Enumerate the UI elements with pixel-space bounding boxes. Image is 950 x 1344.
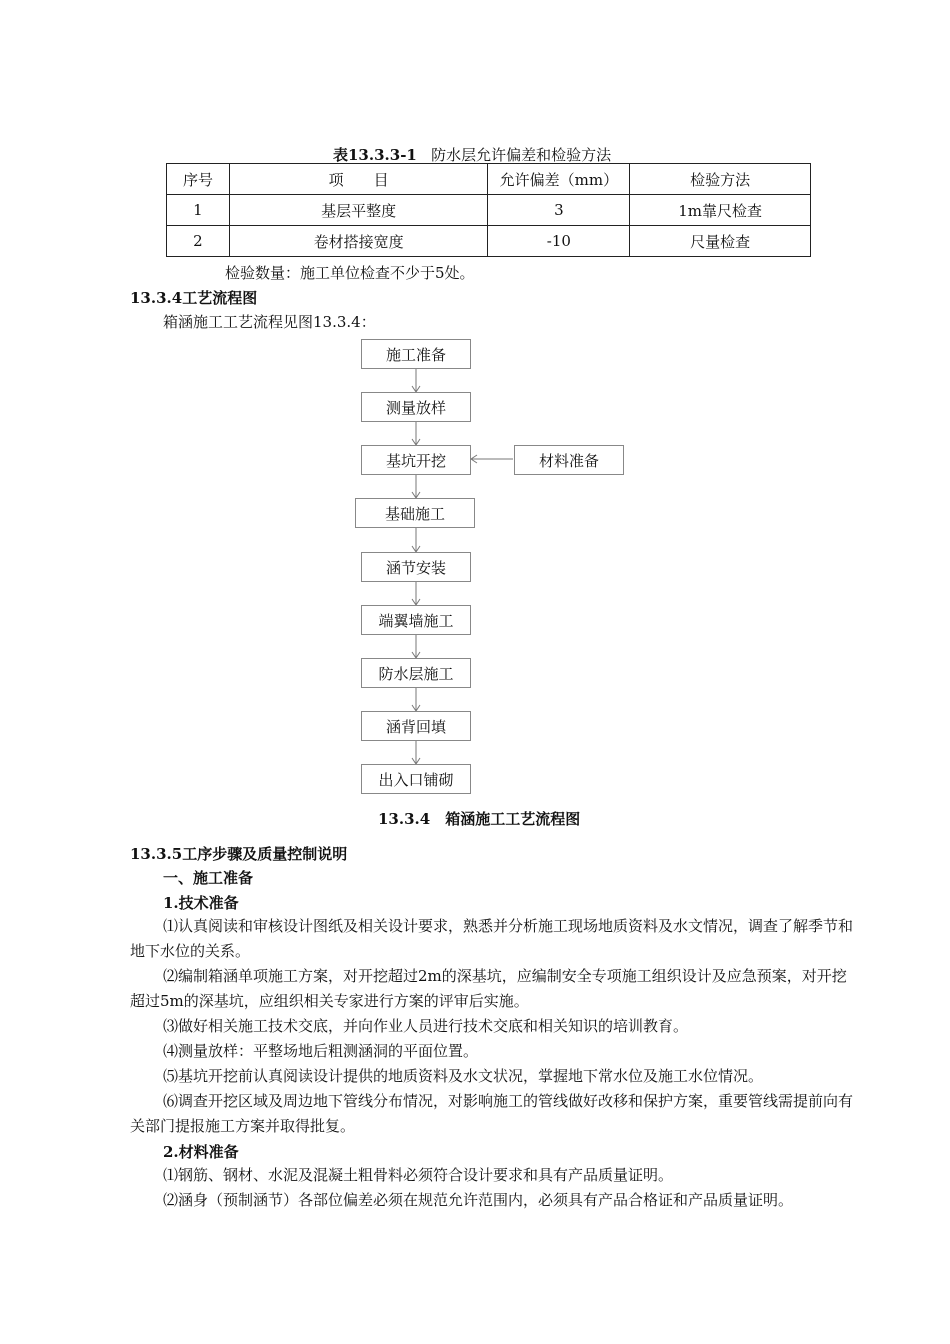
paragraph: ⑶做好相关施工技术交底，并向作业人员进行技术交底和相关知识的培训教育。 [163,1017,689,1035]
table-cell: -10 [488,226,630,257]
flow-intro: 箱涵施工工艺流程见图13.3.4： [163,313,376,331]
subsection-heading: 1.技术准备 [163,894,239,912]
flow-step-survey-layout: 测量放样 [361,392,471,422]
figure-caption: 13.3.4 箱涵施工工艺流程图 [378,810,581,828]
paragraph: ⑵编制箱涵单项施工方案，对开挖超过2m的深基坑，应编制安全专项施工组织设计及应急预案，对开挖超过5m的深基坑，应组织相关专家进行方案的评审后实施。 [130,967,847,1010]
paragraph: ⑴钢筋、钢材、水泥及混凝土粗骨料必须符合设计要求和具有产品质量证明。 [163,1166,674,1184]
table-caption-number: 表13.3.3-1 [333,146,417,164]
header-cell: 检验方法 [630,164,811,195]
flow-step-culvert-install: 涵节安装 [361,552,471,582]
table-cell: 1 [167,195,230,226]
paragraph: ⑴认真阅读和审核设计图纸及相关设计要求，熟悉并分析施工现场地质资料及水文情况，调查了解季节和地下水位的关系。 [130,917,854,960]
flow-step-waterproofing: 防水层施工 [361,658,471,688]
header-cell: 序号 [167,164,230,195]
table-cell: 1m靠尺检查 [630,195,811,226]
paragraph: ⑹调查开挖区域及周边地下管线分布情况，对影响施工的管线做好改移和保护方案，重要管线需提前向有关部门提报施工方案并取得批复。 [130,1092,854,1135]
flow-step-foundation: 基础施工 [355,498,475,528]
flow-step-pit-excavation: 基坑开挖 [361,445,471,475]
table-cell: 2 [167,226,230,257]
table-cell: 卷材搭接宽度 [229,226,488,257]
paragraph: ⑵涵身（预制涵节）各部位偏差必须在规范允许范围内，必须具有产品合格证和产品质量证明。 [163,1191,794,1209]
section-heading: 13.3.5工序步骤及质量控制说明 [130,845,348,863]
flow-step-backfill: 涵背回填 [361,711,471,741]
table-caption-title: 防水层允许偏差和检验方法 [431,146,612,164]
subsection-heading: 一、施工准备 [163,869,254,887]
table-cell: 尺量检查 [630,226,811,257]
table-cell: 基层平整度 [229,195,488,226]
flow-step-paving: 出入口铺砌 [361,764,471,794]
paragraph: ⑸基坑开挖前认真阅读设计提供的地质资料及水文状况，掌握地下常水位及施工水位情况。 [163,1067,764,1085]
paragraph: ⑷测量放样：平整场地后粗测涵洞的平面位置。 [163,1042,479,1060]
flow-step-construction-prep: 施工准备 [361,339,471,369]
table-note: 检验数量：施工单位检查不少于5处。 [225,264,475,282]
header-cell: 允许偏差（mm） [488,164,630,195]
section-heading: 13.3.4工艺流程图 [130,289,258,307]
table-cell: 3 [488,195,630,226]
flow-step-wing-wall: 端翼墙施工 [361,605,471,635]
flow-step-material-prep: 材料准备 [514,445,624,475]
subsection-heading: 2.材料准备 [163,1143,239,1161]
header-cell: 项 目 [229,164,488,195]
